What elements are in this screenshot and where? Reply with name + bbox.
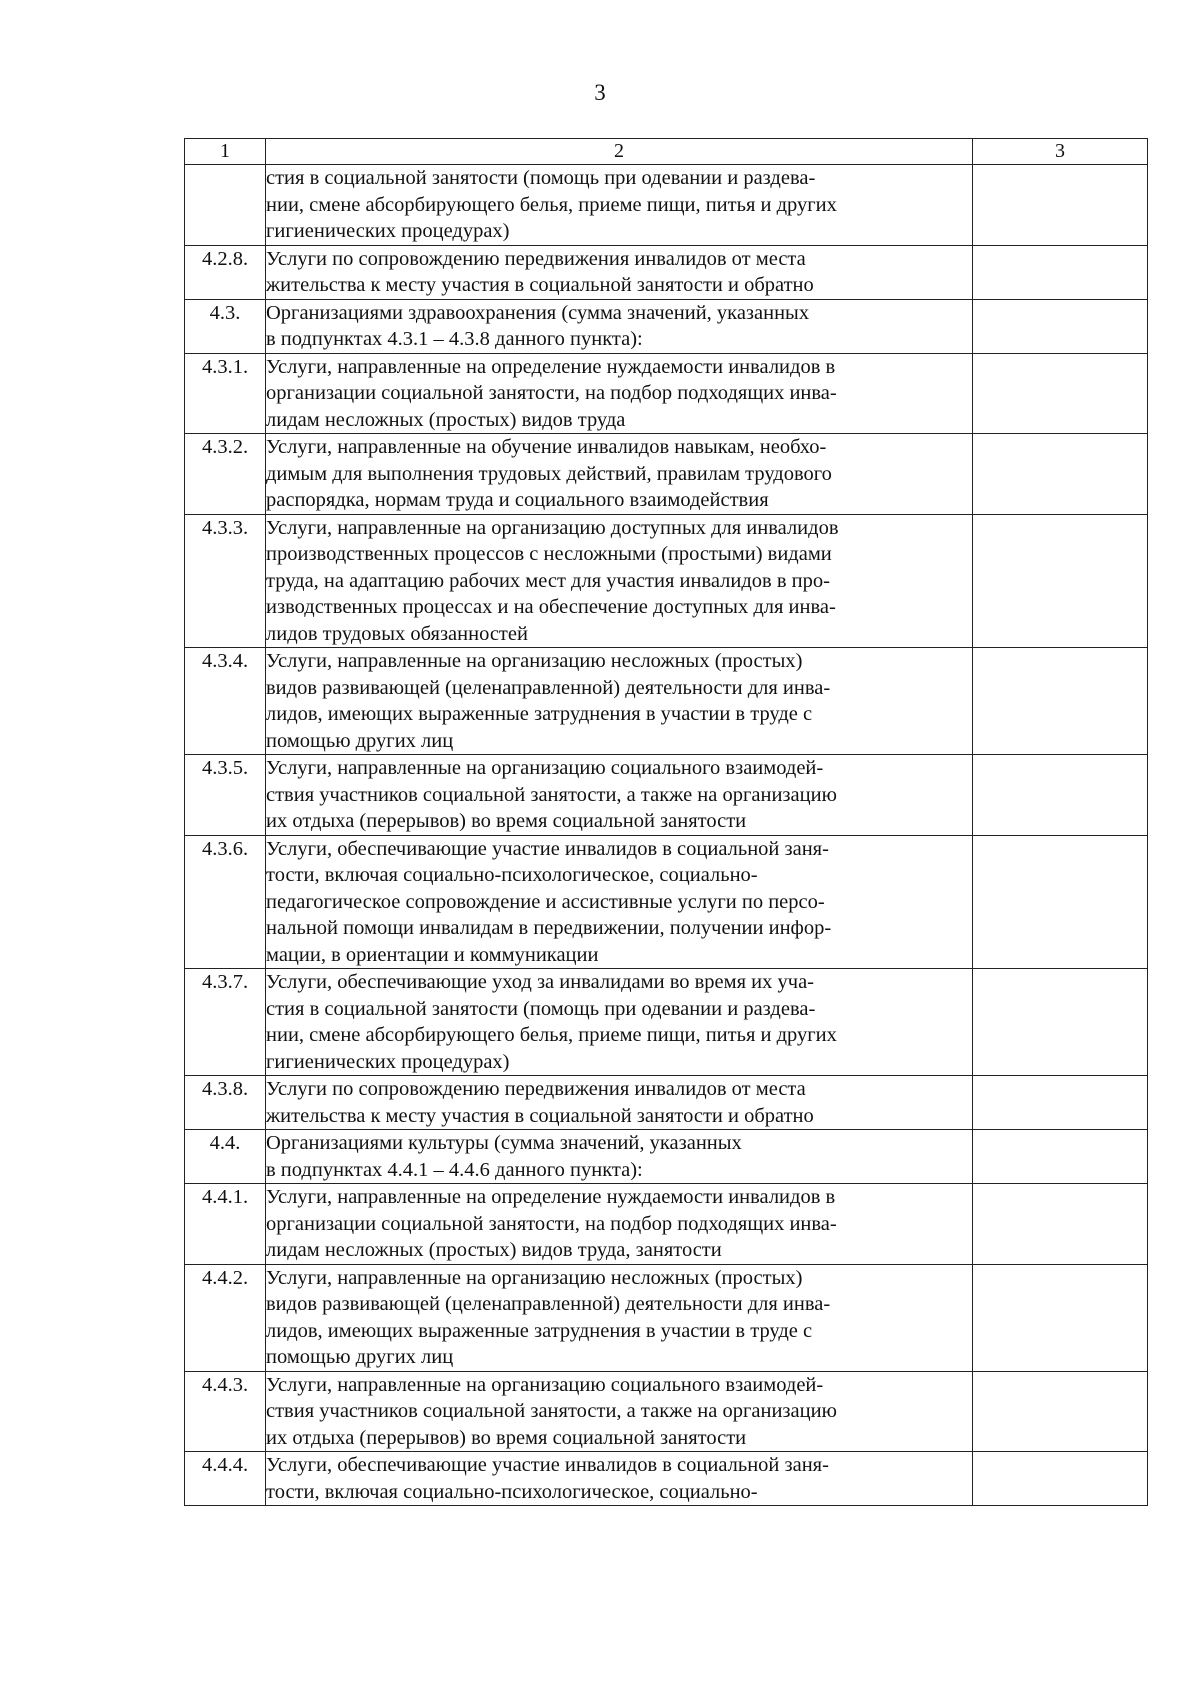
row-value-cell — [973, 969, 1148, 1076]
description-line: Услуги, направленные на обучение инвалидов навыкам, необхо- — [266, 436, 827, 458]
description-line: Услуги, обеспечивающие участие инвалидов в социальной заня- — [266, 1454, 829, 1476]
row-description — [266, 1184, 973, 1265]
description-line: в подпунктах 4.4.1 – 4.4.6 данного пункта): — [266, 1158, 643, 1181]
table-header-row — [185, 139, 1148, 165]
row-value-cell — [973, 1371, 1148, 1452]
table-row — [185, 835, 1148, 969]
description-line: Услуги, направленные на организацию несложных (простых) — [266, 1266, 803, 1289]
description-line: Организациями здравоохранения (сумма значений, указанных — [266, 301, 810, 324]
description-line: труда, на адаптацию рабочих мест для участия инвалидов в про- — [266, 569, 830, 592]
description-line: гигиенических процедурах) — [266, 1050, 510, 1073]
row-value-cell — [973, 245, 1148, 299]
row-value-cell — [973, 1184, 1148, 1265]
table-row — [185, 1452, 1148, 1506]
row-number: 4.3. — [185, 299, 266, 353]
description-line: видов развивающей (целенаправленной) деятельности для инва- — [266, 1293, 831, 1315]
description-line: Услуги, направленные на организацию социального взаимодей- — [266, 757, 824, 779]
row-value-cell — [973, 299, 1148, 353]
row-number: 4.3.2. — [185, 434, 266, 515]
row-number: 4.3.4. — [185, 648, 266, 755]
row-description — [266, 514, 973, 648]
row-number: 4.3.1. — [185, 353, 266, 434]
table-row — [185, 1264, 1148, 1371]
row-number: 4.4.2. — [185, 1264, 266, 1371]
row-description — [266, 648, 973, 755]
description-line: производственных процессов с несложными (простыми) видами — [266, 543, 832, 565]
table-row — [185, 165, 1148, 246]
row-number: 4.4.4. — [185, 1452, 266, 1506]
table-row — [185, 969, 1148, 1076]
description-line: тости, включая социально-психологическое, социально- — [266, 1480, 758, 1503]
row-description — [266, 969, 973, 1076]
table-row — [185, 1130, 1148, 1184]
row-description — [266, 353, 973, 434]
row-description — [266, 1452, 973, 1506]
description-line: гигиенических процедурах) — [266, 220, 510, 242]
table-row — [185, 299, 1148, 353]
description-line: лидов трудовых обязанностей — [266, 622, 528, 645]
row-number: 4.2.8. — [185, 245, 266, 299]
description-line: лидам несложных (простых) видов труда, занятости — [266, 1239, 722, 1261]
description-line: педагогическое сопровождение и ассистивные услуги по персо- — [266, 890, 825, 913]
description-line: их отдыха (перерывов) во время социальной занятости — [266, 810, 747, 832]
description-line: Услуги, обеспечивающие участие инвалидов в социальной заня- — [266, 837, 829, 860]
row-number: 4.4. — [185, 1130, 266, 1184]
description-line: стия в социальной занятости (помощь при одевании и раздева- — [266, 167, 816, 189]
table-row — [185, 1076, 1148, 1130]
row-description — [266, 755, 973, 836]
row-number: 4.3.3. — [185, 514, 266, 648]
row-value-cell — [973, 648, 1148, 755]
description-line: распорядка, нормам труда и социального взаимодействия — [266, 489, 769, 511]
table-row — [185, 353, 1148, 434]
row-value-cell — [973, 434, 1148, 515]
description-line: лидам несложных (простых) видов труда — [266, 408, 626, 431]
row-value-cell — [973, 514, 1148, 648]
description-line: лидов, имеющих выраженные затруднения в участии в труде с — [266, 703, 813, 725]
description-line: Услуги, направленные на организацию несложных (простых) — [266, 650, 803, 672]
row-value-cell — [973, 1076, 1148, 1130]
description-line: Услуги, направленные на организацию социального взаимодей- — [266, 1373, 824, 1396]
description-line: помощью других лиц — [266, 729, 454, 752]
column-header-3: 3 — [973, 139, 1148, 165]
description-line: в подпунктах 4.3.1 – 4.3.8 данного пункта): — [266, 328, 643, 350]
row-number: 4.4.1. — [185, 1184, 266, 1265]
row-description — [266, 1371, 973, 1452]
description-line: ствия участников социальной занятости, а также на организацию — [266, 1400, 837, 1422]
description-line: изводственных процессах и на обеспечение доступных для инва- — [266, 596, 836, 618]
description-line: Услуги, обеспечивающие уход за инвалидами во время их уча- — [266, 971, 815, 993]
row-number: 4.3.6. — [185, 835, 266, 969]
description-line: лидов, имеющих выраженные затруднения в участии в труде с — [266, 1319, 813, 1342]
page-number: 3 — [594, 80, 606, 105]
description-line: нии, смене абсорбирующего белья, приеме пищи, питья и других — [266, 193, 837, 216]
row-number — [185, 165, 266, 246]
description-line: организации социальной занятости, на подбор подходящих инва- — [266, 382, 837, 404]
services-table — [184, 138, 1148, 1506]
description-line: нальной помощи инвалидам в передвижении, получении инфор- — [266, 917, 832, 939]
row-description — [266, 299, 973, 353]
description-line: нии, смене абсорбирующего белья, приеме пищи, питья и других — [266, 1024, 837, 1046]
column-header-1: 1 — [185, 139, 266, 165]
row-description — [266, 835, 973, 969]
row-value-cell — [973, 1452, 1148, 1506]
row-value-cell — [973, 1130, 1148, 1184]
description-line: мации, в ориентации и коммуникации — [266, 943, 599, 966]
description-line: жительства к месту участия в социальной занятости и обратно — [266, 274, 814, 296]
description-line: их отдыха (перерывов) во время социальной занятости — [266, 1426, 747, 1449]
row-description — [266, 434, 973, 515]
row-value-cell — [973, 1264, 1148, 1371]
row-number: 4.4.3. — [185, 1371, 266, 1452]
description-line: Услуги, направленные на организацию доступных для инвалидов — [266, 516, 839, 539]
table-row — [185, 434, 1148, 515]
row-value-cell — [973, 755, 1148, 836]
description-line: жительства к месту участия в социальной занятости и обратно — [266, 1104, 814, 1127]
table-row — [185, 245, 1148, 299]
description-line: тости, включая социально-психологическое, социально- — [266, 864, 758, 886]
row-description — [266, 165, 973, 246]
table-row — [185, 1184, 1148, 1265]
description-line: стия в социальной занятости (помощь при одевании и раздева- — [266, 997, 816, 1020]
row-value-cell — [973, 353, 1148, 434]
description-line: видов развивающей (целенаправленной) деятельности для инва- — [266, 676, 831, 699]
description-line: Услуги по сопровождению передвижения инвалидов от места — [266, 1078, 806, 1100]
description-line: организации социальной занятости, на подбор подходящих инва- — [266, 1212, 837, 1235]
row-number: 4.3.5. — [185, 755, 266, 836]
row-description — [266, 1130, 973, 1184]
row-number: 4.3.7. — [185, 969, 266, 1076]
table-row — [185, 648, 1148, 755]
description-line: димым для выполнения трудовых действий, правилам трудового — [266, 462, 832, 485]
description-line: Услуги, направленные на определение нуждаемости инвалидов в — [266, 355, 836, 378]
table-row — [185, 755, 1148, 836]
description-line: Услуги по сопровождению передвижения инвалидов от места — [266, 247, 806, 270]
row-value-cell — [973, 165, 1148, 246]
row-value-cell — [973, 835, 1148, 969]
description-line: Организациями культуры (сумма значений, указанных — [266, 1132, 742, 1154]
column-header-2: 2 — [266, 139, 973, 165]
row-description — [266, 1264, 973, 1371]
table-row — [185, 514, 1148, 648]
description-line: помощью других лиц — [266, 1346, 454, 1368]
description-line: Услуги, направленные на определение нуждаемости инвалидов в — [266, 1186, 836, 1208]
row-number: 4.3.8. — [185, 1076, 266, 1130]
row-description — [266, 245, 973, 299]
table-body — [185, 165, 1148, 1506]
description-line: ствия участников социальной занятости, а также на организацию — [266, 783, 837, 806]
table-row — [185, 1371, 1148, 1452]
row-description — [266, 1076, 973, 1130]
